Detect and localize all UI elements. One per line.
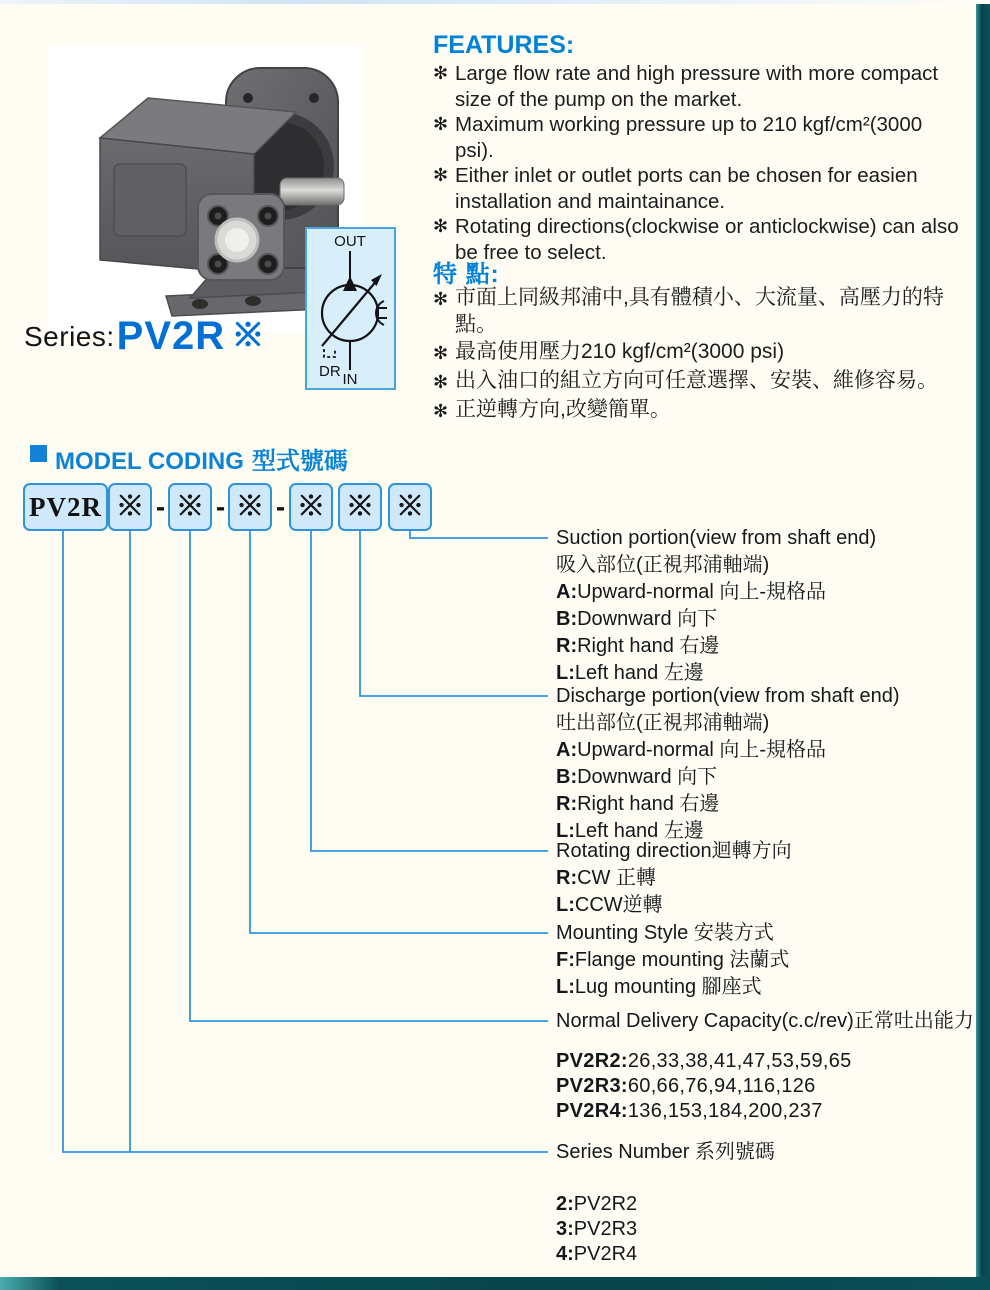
code-box-prefix: PV2R xyxy=(23,483,108,531)
feature-zh-item: ✻ 市面上同級邦浦中,具有體積小、大流量、高壓力的特點。 xyxy=(433,286,944,336)
code-box-wildcard-2 xyxy=(168,483,212,531)
coding-legend-suction xyxy=(556,525,986,687)
model-coding-heading xyxy=(30,441,348,476)
model-coding-title-zh: 型式號碼 xyxy=(251,448,348,475)
legend-title: Normal Delivery Capacity(c.c/rev)正常吐出能力 xyxy=(556,1010,974,1032)
asterisk-bullet-icon: ✻ xyxy=(433,289,449,310)
series-name-label: PV2R xyxy=(116,314,226,358)
series-prefix-label: Series: xyxy=(24,320,115,352)
legend-item: B:Downward 向下 xyxy=(556,608,718,630)
legend-item: L:Left hand 左邊 xyxy=(556,662,704,684)
asterisk-bullet-icon: ✻ xyxy=(433,216,449,237)
reference-mark-icon xyxy=(347,492,373,523)
legend-title: Mounting Style 安裝方式 xyxy=(556,922,774,944)
square-bullet-icon xyxy=(30,445,47,462)
legend-item: 4:PV2R4 xyxy=(556,1243,638,1265)
legend-title: Discharge portion(view from shaft end) xyxy=(556,685,900,707)
asterisk-bullet-icon: ✻ xyxy=(433,372,449,393)
reference-mark-icon xyxy=(117,492,143,523)
feature-zh-item: ✻ 正逆轉方向,改變簡單。 xyxy=(433,396,968,425)
legend-item: R:CW 正轉 xyxy=(556,867,656,889)
symbol-dr-label: DR xyxy=(319,363,341,380)
legend-item: A:Upward-normal 向上-規格品 xyxy=(556,581,827,603)
code-box-wildcard-1 xyxy=(108,483,152,531)
feature-zh-item: ✻ 最高使用壓力210 kgf/cm²(3000 psi) xyxy=(433,338,968,367)
legend-item: L:Lug mounting 腳座式 xyxy=(556,976,762,998)
features-list xyxy=(433,61,961,265)
code-separator: - xyxy=(275,491,286,522)
legend-item: F:Flange mounting 法蘭式 xyxy=(556,949,790,971)
legend-title: Suction portion(view from shaft end) xyxy=(556,527,877,549)
coding-legend-rotation xyxy=(556,838,986,919)
code-box-wildcard-6 xyxy=(388,483,432,531)
features-zh-list xyxy=(433,284,968,425)
code-separator: - xyxy=(155,491,166,522)
legend-subtitle: 吸入部位(正視邦浦軸端) xyxy=(556,554,770,576)
legend-item: 2:PV2R2 xyxy=(556,1193,638,1215)
code-separator: - xyxy=(215,491,226,522)
legend-item: 3:PV2R3 xyxy=(556,1218,638,1240)
flow-arrow-triangle xyxy=(343,276,357,291)
legend-title: Series Number 系列號碼 xyxy=(556,1141,775,1163)
symbol-in-label: IN xyxy=(342,371,358,388)
reference-mark-icon xyxy=(233,319,263,354)
code-box-wildcard-3 xyxy=(228,483,272,531)
reference-mark-icon xyxy=(397,492,423,523)
code-box-wildcard-5 xyxy=(338,483,382,531)
model-coding-title-en: MODEL CODING xyxy=(55,448,244,475)
page-bottom-edge xyxy=(0,1277,990,1290)
legend-item: PV2R3:60,66,76,94,116,126 xyxy=(556,1075,816,1097)
pump-symbol-diagram xyxy=(307,229,394,388)
legend-item: PV2R2:26,33,38,41,47,53,59,65 xyxy=(556,1050,852,1072)
features-zh-heading: 特 點: xyxy=(433,261,500,288)
page-top-edge xyxy=(0,0,990,4)
feature-item: ✻ Rotating directions(clockwise or anticlockwise) can also be free to select. xyxy=(433,215,959,264)
asterisk-bullet-icon: ✻ xyxy=(433,63,449,84)
asterisk-bullet-icon: ✻ xyxy=(433,401,449,422)
feature-item: ✻ Large flow rate and high pressure with more compact size of the pump on the market. xyxy=(433,62,939,111)
legend-title: Rotating direction迴轉方向 xyxy=(556,840,792,862)
coding-legend-capacity xyxy=(556,1008,986,1124)
coding-legend-discharge xyxy=(556,683,986,845)
legend-item: R:Right hand 右邊 xyxy=(556,635,720,657)
legend-item: B:Downward 向下 xyxy=(556,766,718,788)
feature-zh-item: ✻ 出入油口的組立方向可任意選擇、安裝、維修容易。 xyxy=(433,367,968,396)
asterisk-bullet-icon: ✻ xyxy=(433,114,449,135)
reference-mark-icon xyxy=(298,492,324,523)
asterisk-bullet-icon: ✻ xyxy=(433,165,449,186)
legend-item: PV2R4:136,153,184,200,237 xyxy=(556,1100,823,1122)
reference-mark-icon xyxy=(177,492,203,523)
legend-item: R:Right hand 右邊 xyxy=(556,793,720,815)
legend-subtitle: 吐出部位(正視邦浦軸端) xyxy=(556,712,770,734)
legend-item: A:Upward-normal 向上-規格品 xyxy=(556,739,827,761)
feature-item: ✻ Either inlet or outlet ports can be chosen for easien installation and maintainance. xyxy=(433,164,918,213)
symbol-out-label: OUT xyxy=(334,233,366,250)
feature-item: ✻ Maximum working pressure up to 210 kgf/cm²(3000 psi). xyxy=(433,113,923,162)
coding-legend-mounting xyxy=(556,920,986,1001)
coding-legend-series-number xyxy=(556,1139,986,1267)
asterisk-bullet-icon: ✻ xyxy=(433,343,449,364)
features-heading: FEATURES: xyxy=(433,31,575,59)
hydraulic-symbol-box xyxy=(305,227,396,390)
series-title xyxy=(24,314,263,359)
reference-mark-icon xyxy=(237,492,263,523)
code-box-wildcard-4 xyxy=(289,483,333,531)
legend-item: L:CCW逆轉 xyxy=(556,894,663,916)
legend-item: L:Left hand 左邊 xyxy=(556,820,704,842)
drain-symbol xyxy=(324,349,335,357)
